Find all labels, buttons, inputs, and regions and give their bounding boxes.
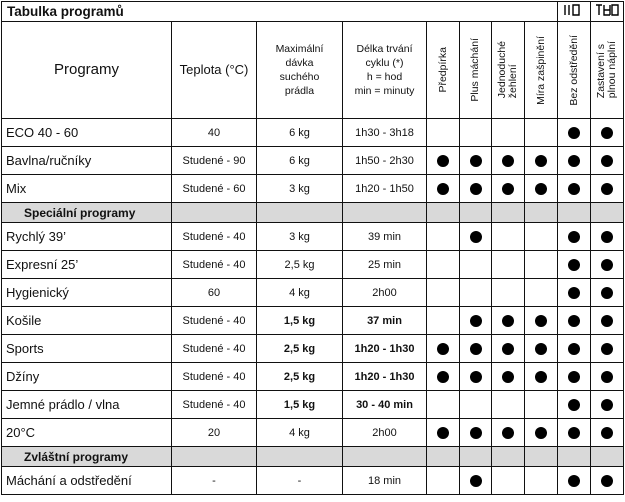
program-duration: 2h00: [343, 279, 427, 307]
option-available-dot-icon: [568, 427, 580, 439]
program-duration: 18 min: [343, 467, 427, 495]
section-empty-cell: [492, 447, 525, 467]
option-prewash-cell: [427, 147, 460, 175]
option-extra-rinse-cell: [460, 419, 492, 447]
option-available-dot-icon: [535, 427, 547, 439]
section-empty-cell: [172, 203, 257, 223]
section-empty-cell: [558, 447, 591, 467]
option-available-dot-icon: [601, 475, 613, 487]
option-soil-level-cell: [525, 391, 558, 419]
program-name: Džíny: [2, 363, 172, 391]
header-rinse-hold: [591, 22, 624, 119]
program-duration: 1h20 - 1h30: [343, 363, 427, 391]
header-extra-rinse-label: Plus máchání: [469, 38, 481, 102]
option-available-dot-icon: [568, 127, 580, 139]
header-soil-level: [525, 22, 558, 119]
program-temperature: Studené - 60: [172, 175, 257, 203]
header-extra-rinse: [460, 22, 492, 119]
option-prewash-cell: [427, 175, 460, 203]
option-available-dot-icon: [437, 183, 449, 195]
header-max-load: Maximální dávka suchého prádla: [257, 22, 343, 119]
option-available-dot-icon: [502, 315, 514, 327]
section-empty-cell: [343, 203, 427, 223]
program-temperature: Studené - 40: [172, 335, 257, 363]
option-available-dot-icon: [502, 183, 514, 195]
header-easy-iron: [492, 22, 525, 119]
option-rinse-hold-cell: [591, 363, 624, 391]
section-empty-cell: [591, 203, 624, 223]
program-rows: [2, 119, 624, 495]
program-temperature: Studené - 40: [172, 391, 257, 419]
program-name: Košile: [2, 307, 172, 335]
option-available-dot-icon: [502, 427, 514, 439]
program-table: [1, 1, 624, 495]
program-max-load: 3 kg: [257, 223, 343, 251]
program-row: [2, 335, 624, 363]
option-extra-rinse-cell: [460, 279, 492, 307]
option-soil-level-cell: [525, 307, 558, 335]
program-name: Expresní 25’: [2, 251, 172, 279]
program-temperature: Studené - 40: [172, 251, 257, 279]
option-rinse-hold-cell: [591, 419, 624, 447]
header-rinse-hold-label: Zastavení s plnou náplní: [595, 41, 619, 99]
option-rinse-hold-cell: [591, 147, 624, 175]
option-available-dot-icon: [470, 475, 482, 487]
program-name: Máchání a odstředění: [2, 467, 172, 495]
program-max-load: 4 kg: [257, 279, 343, 307]
option-available-dot-icon: [568, 259, 580, 271]
program-duration: 37 min: [343, 307, 427, 335]
program-temperature: Studené - 40: [172, 307, 257, 335]
section-empty-cell: [343, 447, 427, 467]
section-title: Speciální programy: [2, 203, 172, 223]
option-prewash-cell: [427, 467, 460, 495]
option-available-dot-icon: [601, 231, 613, 243]
program-duration: 25 min: [343, 251, 427, 279]
program-max-load: 2,5 kg: [257, 335, 343, 363]
option-soil-level-cell: [525, 279, 558, 307]
program-row: [2, 119, 624, 147]
no-spin-glyph-icon: [563, 4, 585, 19]
option-easy-iron-cell: [492, 279, 525, 307]
no-spin-header-icon-cell: [558, 2, 591, 22]
option-available-dot-icon: [568, 287, 580, 299]
option-easy-iron-cell: [492, 467, 525, 495]
program-name: ECO 40 - 60: [2, 119, 172, 147]
option-available-dot-icon: [502, 343, 514, 355]
option-available-dot-icon: [535, 315, 547, 327]
program-row: [2, 175, 624, 203]
program-name: Jemné prádlo / vlna: [2, 391, 172, 419]
program-max-load: -: [257, 467, 343, 495]
program-duration: 2h00: [343, 419, 427, 447]
program-max-load: 1,5 kg: [257, 391, 343, 419]
option-prewash-cell: [427, 119, 460, 147]
option-rinse-hold-cell: [591, 335, 624, 363]
program-max-load: 1,5 kg: [257, 307, 343, 335]
option-prewash-cell: [427, 251, 460, 279]
program-row: [2, 223, 624, 251]
option-soil-level-cell: [525, 119, 558, 147]
option-available-dot-icon: [470, 427, 482, 439]
option-prewash-cell: [427, 363, 460, 391]
section-row: [2, 203, 624, 223]
option-easy-iron-cell: [492, 147, 525, 175]
rinse-hold-glyph-icon: [595, 4, 619, 19]
program-temperature: 20: [172, 419, 257, 447]
option-no-spin-cell: [558, 147, 591, 175]
option-easy-iron-cell: [492, 175, 525, 203]
option-easy-iron-cell: [492, 335, 525, 363]
option-available-dot-icon: [601, 371, 613, 383]
option-soil-level-cell: [525, 147, 558, 175]
option-available-dot-icon: [568, 155, 580, 167]
program-row: [2, 251, 624, 279]
option-available-dot-icon: [535, 155, 547, 167]
option-available-dot-icon: [568, 231, 580, 243]
header-easy-iron-label: Jednoduché žehlení: [496, 41, 519, 99]
option-no-spin-cell: [558, 419, 591, 447]
option-available-dot-icon: [437, 155, 449, 167]
option-soil-level-cell: [525, 363, 558, 391]
program-row: [2, 419, 624, 447]
option-easy-iron-cell: [492, 119, 525, 147]
option-easy-iron-cell: [492, 363, 525, 391]
option-available-dot-icon: [568, 475, 580, 487]
option-available-dot-icon: [601, 343, 613, 355]
title-row: [2, 2, 624, 22]
option-available-dot-icon: [568, 343, 580, 355]
option-available-dot-icon: [568, 399, 580, 411]
program-row: [2, 363, 624, 391]
option-no-spin-cell: [558, 175, 591, 203]
program-duration: 1h30 - 3h18: [343, 119, 427, 147]
program-max-load: 2,5 kg: [257, 363, 343, 391]
option-soil-level-cell: [525, 335, 558, 363]
option-extra-rinse-cell: [460, 307, 492, 335]
program-duration: 1h20 - 1h50: [343, 175, 427, 203]
header-programs: Programy: [2, 22, 172, 119]
section-title: Zvláštní programy: [2, 447, 172, 467]
option-extra-rinse-cell: [460, 175, 492, 203]
header-row: [2, 22, 624, 119]
option-soil-level-cell: [525, 467, 558, 495]
option-no-spin-cell: [558, 467, 591, 495]
program-row: [2, 467, 624, 495]
program-row: [2, 307, 624, 335]
option-available-dot-icon: [502, 155, 514, 167]
option-rinse-hold-cell: [591, 279, 624, 307]
header-prewash: [427, 22, 460, 119]
option-extra-rinse-cell: [460, 147, 492, 175]
section-empty-cell: [591, 447, 624, 467]
option-no-spin-cell: [558, 279, 591, 307]
option-no-spin-cell: [558, 391, 591, 419]
option-easy-iron-cell: [492, 223, 525, 251]
option-soil-level-cell: [525, 175, 558, 203]
option-available-dot-icon: [601, 183, 613, 195]
program-name: Bavlna/ručníky: [2, 147, 172, 175]
option-extra-rinse-cell: [460, 223, 492, 251]
option-no-spin-cell: [558, 363, 591, 391]
header-no-spin: [558, 22, 591, 119]
option-easy-iron-cell: [492, 307, 525, 335]
section-empty-cell: [427, 203, 460, 223]
program-temperature: -: [172, 467, 257, 495]
option-available-dot-icon: [535, 343, 547, 355]
option-extra-rinse-cell: [460, 335, 492, 363]
option-soil-level-cell: [525, 419, 558, 447]
option-available-dot-icon: [437, 371, 449, 383]
program-row: [2, 391, 624, 419]
option-available-dot-icon: [568, 183, 580, 195]
option-prewash-cell: [427, 223, 460, 251]
option-extra-rinse-cell: [460, 251, 492, 279]
option-rinse-hold-cell: [591, 119, 624, 147]
option-available-dot-icon: [535, 183, 547, 195]
option-available-dot-icon: [568, 315, 580, 327]
option-extra-rinse-cell: [460, 119, 492, 147]
section-empty-cell: [558, 203, 591, 223]
section-empty-cell: [460, 447, 492, 467]
program-name: Sports: [2, 335, 172, 363]
program-temperature: 40: [172, 119, 257, 147]
option-soil-level-cell: [525, 223, 558, 251]
option-rinse-hold-cell: [591, 467, 624, 495]
section-empty-cell: [427, 447, 460, 467]
option-extra-rinse-cell: [460, 363, 492, 391]
section-empty-cell: [172, 447, 257, 467]
option-rinse-hold-cell: [591, 175, 624, 203]
option-available-dot-icon: [470, 183, 482, 195]
option-soil-level-cell: [525, 251, 558, 279]
option-extra-rinse-cell: [460, 467, 492, 495]
option-easy-iron-cell: [492, 419, 525, 447]
option-no-spin-cell: [558, 251, 591, 279]
option-available-dot-icon: [437, 343, 449, 355]
option-no-spin-cell: [558, 307, 591, 335]
program-duration: 1h50 - 2h30: [343, 147, 427, 175]
program-temperature: Studené - 40: [172, 223, 257, 251]
option-prewash-cell: [427, 279, 460, 307]
program-name: Mix: [2, 175, 172, 203]
program-max-load: 3 kg: [257, 175, 343, 203]
option-available-dot-icon: [470, 343, 482, 355]
program-temperature: Studené - 90: [172, 147, 257, 175]
header-temperature: Teplota (°C): [172, 22, 257, 119]
program-name: Hygienický: [2, 279, 172, 307]
option-rinse-hold-cell: [591, 251, 624, 279]
program-max-load: 2,5 kg: [257, 251, 343, 279]
program-temperature: Studené - 40: [172, 363, 257, 391]
option-available-dot-icon: [601, 155, 613, 167]
option-available-dot-icon: [601, 399, 613, 411]
program-name: 20°C: [2, 419, 172, 447]
option-rinse-hold-cell: [591, 223, 624, 251]
option-prewash-cell: [427, 335, 460, 363]
option-available-dot-icon: [601, 427, 613, 439]
option-available-dot-icon: [568, 371, 580, 383]
option-available-dot-icon: [470, 155, 482, 167]
section-empty-cell: [257, 203, 343, 223]
option-available-dot-icon: [535, 371, 547, 383]
option-available-dot-icon: [601, 315, 613, 327]
section-row: [2, 447, 624, 467]
option-prewash-cell: [427, 419, 460, 447]
program-max-load: 6 kg: [257, 147, 343, 175]
option-available-dot-icon: [601, 287, 613, 299]
table-title: Tabulka programů: [2, 2, 558, 22]
option-prewash-cell: [427, 391, 460, 419]
option-no-spin-cell: [558, 335, 591, 363]
header-no-spin-label: Bez odstředění: [567, 34, 580, 106]
section-empty-cell: [257, 447, 343, 467]
program-row: [2, 279, 624, 307]
option-easy-iron-cell: [492, 391, 525, 419]
header-duration: Délka trvání cyklu (*) h = hod min = minuty: [343, 22, 427, 119]
option-rinse-hold-cell: [591, 391, 624, 419]
option-available-dot-icon: [601, 127, 613, 139]
section-empty-cell: [525, 447, 558, 467]
option-available-dot-icon: [502, 371, 514, 383]
program-row: [2, 147, 624, 175]
section-empty-cell: [492, 203, 525, 223]
section-empty-cell: [525, 203, 558, 223]
program-duration: 1h20 - 1h30: [343, 335, 427, 363]
program-duration: 30 - 40 min: [343, 391, 427, 419]
option-easy-iron-cell: [492, 251, 525, 279]
option-available-dot-icon: [470, 231, 482, 243]
program-max-load: 6 kg: [257, 119, 343, 147]
header-prewash-label: Předpírka: [436, 47, 449, 93]
section-empty-cell: [460, 203, 492, 223]
option-rinse-hold-cell: [591, 307, 624, 335]
option-available-dot-icon: [470, 371, 482, 383]
program-name: Rychlý 39’: [2, 223, 172, 251]
program-duration: 39 min: [343, 223, 427, 251]
option-extra-rinse-cell: [460, 391, 492, 419]
program-temperature: 60: [172, 279, 257, 307]
program-max-load: 4 kg: [257, 419, 343, 447]
option-no-spin-cell: [558, 223, 591, 251]
option-prewash-cell: [427, 307, 460, 335]
option-no-spin-cell: [558, 119, 591, 147]
option-available-dot-icon: [601, 259, 613, 271]
option-available-dot-icon: [437, 427, 449, 439]
header-soil-level-label: Míra zašpinění: [534, 35, 547, 105]
rinse-hold-header-icon-cell: [591, 2, 624, 22]
option-available-dot-icon: [470, 315, 482, 327]
